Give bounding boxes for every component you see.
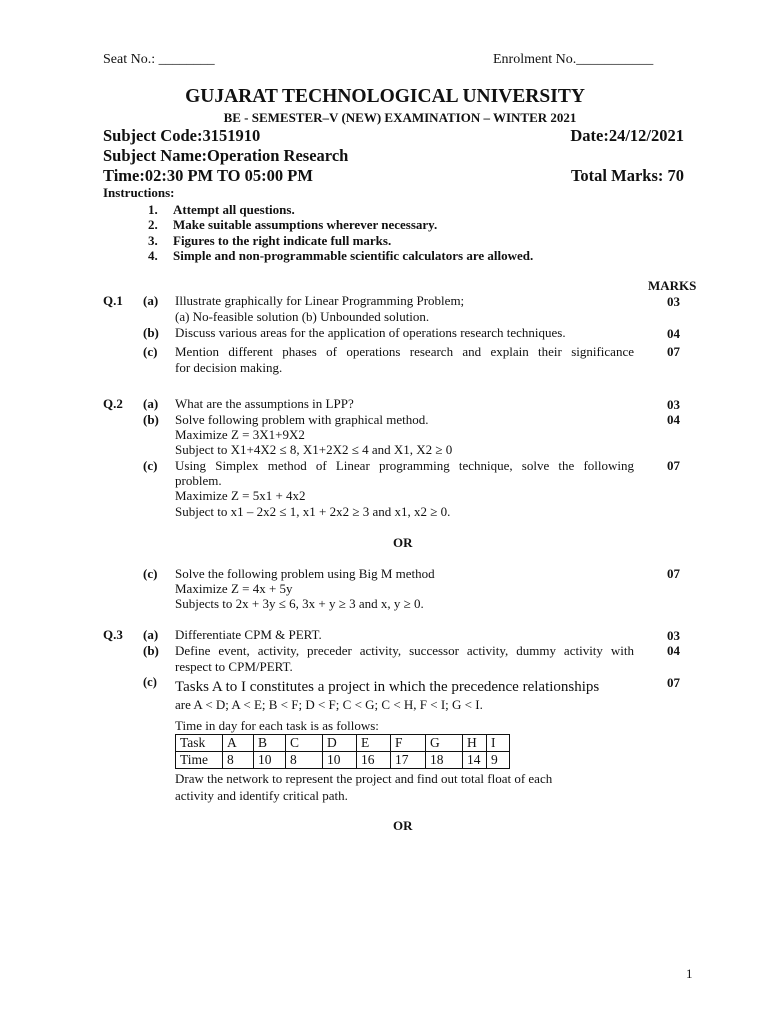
question-text: Using Simplex method of Linear programming technique, solve the following [175, 458, 634, 473]
table-cell: 9 [487, 752, 510, 769]
question-text: Define event, activity, preceder activity, successor activity, dummy activity with [175, 643, 634, 658]
question-text: (a) No-feasible solution (b) Unbounded solution. [175, 309, 430, 324]
table-cell: 14 [463, 752, 487, 769]
table-cell: 17 [391, 752, 426, 769]
table-row [176, 752, 510, 769]
question-text: Subject to X1+4X2 ≤ 8, X1+2X2 ≤ 4 and X1, X2 ≥ 0 [175, 442, 453, 457]
total-marks: Total Marks: 70 [570, 166, 684, 185]
instruction-item: Attempt all questions. [173, 202, 295, 217]
instruction-item: Simple and non-programmable scientific calculators are allowed. [173, 248, 534, 263]
question-text: problem. [175, 473, 222, 488]
page-number: 1 [686, 966, 693, 981]
enrolment-no: Enrolment No.___________ [493, 52, 654, 67]
table-header-row [176, 735, 510, 752]
marks-value: 03 [667, 628, 680, 643]
question-text: Illustrate graphically for Linear Programming Problem; [175, 293, 465, 308]
marks-value: 04 [667, 412, 680, 427]
marks-value: 04 [667, 326, 680, 341]
question-text: Solve the following problem using Big M method [175, 566, 435, 581]
question-text: Mention different phases of operations research and explain their significance [175, 344, 634, 359]
or-separator: OR [393, 535, 413, 550]
question-text: Tasks A to I constitutes a project in which the precedence relationships [175, 679, 600, 695]
part-label: (b) [143, 325, 159, 340]
part-label: (c) [143, 458, 158, 473]
question-text: respect to CPM/PERT. [175, 659, 293, 674]
subject-name: Subject Name:Operation Research [103, 146, 349, 165]
subject-code: Subject Code:3151910 [103, 126, 261, 145]
question-text: Subject to x1 – 2x2 ≤ 1, x1 + 2x2 ≥ 3 and x1, x2 ≥ 0. [175, 504, 451, 519]
instruction-item: Figures to the right indicate full marks. [173, 233, 392, 248]
task-time-table [175, 734, 510, 769]
marks-value: 07 [667, 675, 680, 690]
part-label: (a) [143, 627, 159, 642]
question-text: Time in day for each task is as follows: [175, 718, 379, 733]
question-text: Maximize Z = 3X1+9X2 [175, 427, 305, 442]
question-text: Draw the network to represent the project and find out total float of each [175, 771, 553, 786]
exam-time: Time:02:30 PM TO 05:00 PM [103, 166, 313, 185]
table-cell: A [223, 735, 254, 752]
exam-date: Date:24/12/2021 [570, 126, 684, 145]
table-cell: E [357, 735, 391, 752]
table-cell: C [286, 735, 323, 752]
table-cell: 16 [357, 752, 391, 769]
instruction-num: 1. [148, 202, 158, 217]
part-label: (c) [143, 344, 158, 359]
instruction-num: 2. [148, 217, 158, 232]
part-label: (a) [143, 293, 159, 308]
question-text: What are the assumptions in LPP? [175, 396, 354, 411]
table-cell: B [254, 735, 286, 752]
university-title: GUJARAT TECHNOLOGICAL UNIVERSITY [185, 86, 585, 107]
table-cell: 8 [223, 752, 254, 769]
table-cell: 10 [323, 752, 357, 769]
table-cell: 10 [254, 752, 286, 769]
table-cell: I [487, 735, 510, 752]
instructions-heading: Instructions: [103, 185, 175, 200]
part-label: (c) [143, 675, 157, 689]
marks-value: 07 [667, 344, 680, 359]
instruction-item: Make suitable assumptions wherever necessary. [173, 217, 438, 232]
question-text: Maximize Z = 4x + 5y [175, 581, 293, 596]
instruction-num: 3. [148, 233, 158, 248]
table-cell: G [426, 735, 463, 752]
question-label: Q.2 [103, 396, 123, 411]
marks-value: 03 [667, 294, 680, 309]
question-text: activity and identify critical path. [175, 788, 348, 803]
part-label: (a) [143, 396, 159, 411]
marks-value: 04 [667, 643, 680, 658]
table-cell: 18 [426, 752, 463, 769]
part-label: (c) [143, 566, 158, 581]
question-text: are A < D; A < E; B < F; D < F; C < G; C < H, F < I; G < I. [175, 697, 483, 712]
question-text: for decision making. [175, 360, 283, 375]
question-text: Subjects to 2x + 3y ≤ 6, 3x + y ≥ 3 and x, y ≥ 0. [175, 596, 424, 611]
question-text: Maximize Z = 5x1 + 4x2 [175, 488, 306, 503]
question-text: Discuss various areas for the application of operations research techniques. [175, 325, 566, 340]
seat-no: Seat No.: ________ [103, 52, 215, 67]
exam-title: BE - SEMESTER–V (NEW) EXAMINATION – WINTER 2021 [223, 110, 577, 125]
marks-value: 03 [667, 397, 680, 412]
table-cell: F [391, 735, 426, 752]
marks-heading: MARKS [648, 278, 697, 293]
marks-value: 07 [667, 566, 680, 581]
part-label: (b) [143, 643, 159, 658]
question-text: Differentiate CPM & PERT. [175, 627, 322, 642]
table-cell: 8 [286, 752, 323, 769]
part-label: (b) [143, 412, 159, 427]
instruction-num: 4. [148, 248, 158, 263]
or-separator: OR [393, 818, 413, 833]
question-text: Solve following problem with graphical method. [175, 412, 429, 427]
table-cell: Time [176, 752, 223, 769]
question-label: Q.3 [103, 627, 123, 642]
table-cell: D [323, 735, 357, 752]
question-label: Q.1 [103, 293, 123, 308]
table-cell: Task [176, 735, 223, 752]
table-cell: H [463, 735, 487, 752]
marks-value: 07 [667, 458, 680, 473]
